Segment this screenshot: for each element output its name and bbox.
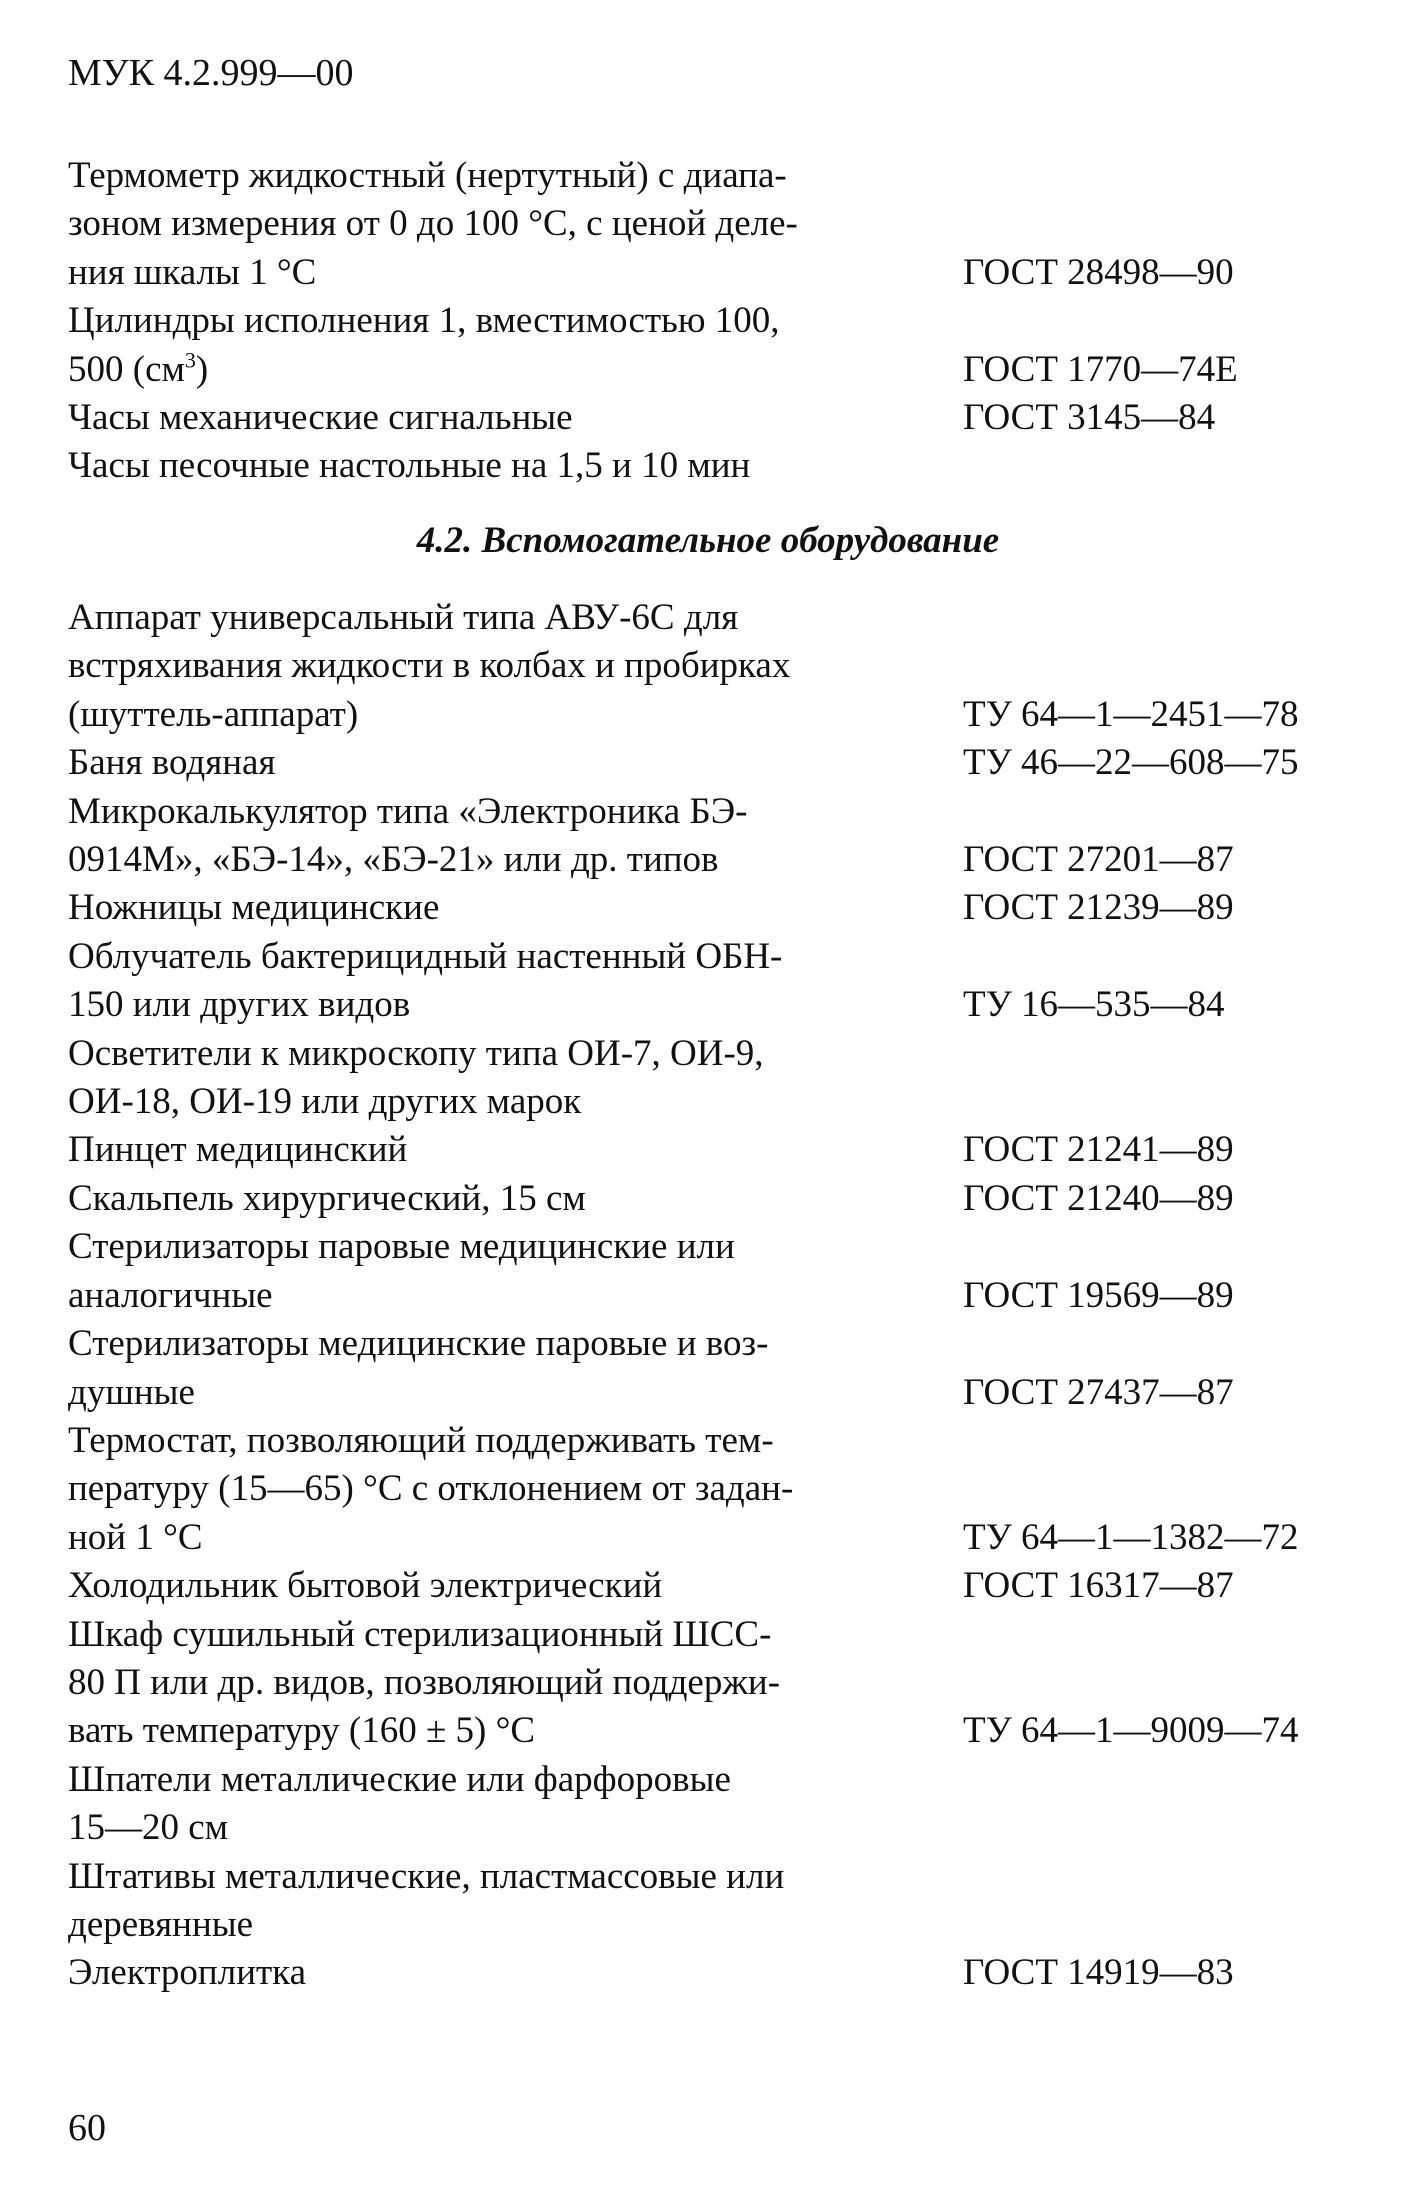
equipment-entry <box>68 1853 1348 1950</box>
equipment-name-line: зоном измерения от 0 до 100 °С, с ценой деле- <box>68 203 798 245</box>
volume-text: 500 (см <box>68 348 185 390</box>
equipment-name-line <box>68 346 963 394</box>
equipment-name <box>68 1417 963 1562</box>
equipment-name-line: Облучатель бактерицидный настенный ОБН- <box>68 935 783 977</box>
equipment-name <box>68 1223 963 1320</box>
equipment-name <box>68 1756 963 1853</box>
equipment-name-line: Ножницы медицинские <box>68 887 440 929</box>
equipment-name <box>68 442 963 490</box>
equipment-name <box>68 739 963 787</box>
equipment-name-line: Штативы металлические, пластмассовые или <box>68 1855 785 1897</box>
equipment-name-line: ной 1 °С <box>68 1516 203 1558</box>
equipment-name <box>68 1030 963 1127</box>
equipment-entry <box>68 933 1348 1030</box>
equipment-name-line: 0914М», «БЭ-14», «БЭ-21» или др. типов <box>68 839 719 881</box>
equipment-name-line: Шкаф сушильный стерилизационный ШСС- <box>68 1613 772 1655</box>
equipment-entry-hourglass <box>68 442 1348 490</box>
equipment-name-line: Баня водяная <box>68 742 276 784</box>
equipment-name-line: Пинцет медицинский <box>68 1129 408 1171</box>
standard-reference: ГОСТ 27201—87 <box>963 839 1234 881</box>
equipment-name <box>68 1126 963 1174</box>
equipment-name <box>68 1320 963 1417</box>
equipment-entry <box>68 1175 1348 1223</box>
equipment-name-line: Холодильник бытовой электрический <box>68 1565 663 1607</box>
page-number: 60 <box>68 2107 106 2149</box>
standard-reference: ГОСТ 3145—84 <box>963 397 1216 439</box>
equipment-entry <box>68 1223 1348 1320</box>
equipment-name-line: Электроплитка <box>68 1952 307 1994</box>
standard-reference: ТУ 64—1—2451—78 <box>963 693 1299 735</box>
equipment-name-line: Стерилизаторы паровые медицинские или <box>68 1226 735 1268</box>
equipment-name-line: встряхивания жидкости в колбах и пробирках <box>68 645 791 687</box>
volume-text-close: ) <box>195 348 209 390</box>
equipment-name-line: ОИ-18, ОИ-19 или других марок <box>68 1081 582 1123</box>
equipment-entry <box>68 1030 1348 1127</box>
volume-superscript: 3 <box>184 347 196 373</box>
standard-reference: ГОСТ 16317—87 <box>963 1565 1234 1607</box>
standard-reference: ГОСТ 21240—89 <box>963 1177 1234 1219</box>
standard-reference: ТУ 16—535—84 <box>963 984 1225 1026</box>
equipment-list-auxiliary <box>68 594 1348 1998</box>
equipment-entry <box>68 1562 1348 1610</box>
equipment-entry-cylinders <box>68 297 1348 394</box>
standard-reference: ГОСТ 21241—89 <box>963 1129 1234 1171</box>
equipment-name-line: Часы механические сигнальные <box>68 397 573 439</box>
equipment-entry-thermometer <box>68 152 1348 297</box>
equipment-name-line: (шуттель-аппарат) <box>68 693 359 735</box>
equipment-name <box>68 1562 963 1610</box>
equipment-name-line: Термостат, позволяющий поддерживать тем- <box>68 1419 774 1461</box>
equipment-list-measuring <box>68 152 1348 491</box>
equipment-name-line: ния шкалы 1 °С <box>68 251 317 293</box>
standard-reference: ГОСТ 1770—74Е <box>963 348 1238 390</box>
equipment-name <box>68 933 963 1030</box>
equipment-name <box>68 152 963 297</box>
equipment-name-line: Микрокалькулятор типа «Электроника БЭ- <box>68 790 748 832</box>
standard-reference: ТУ 64—1—9009—74 <box>963 1710 1299 1752</box>
equipment-entry <box>68 1320 1348 1417</box>
equipment-name <box>68 788 963 885</box>
equipment-name <box>68 1853 963 1950</box>
section-heading: 4.2. Вспомогательное оборудование <box>416 520 1000 561</box>
standard-reference: ТУ 46—22—608—75 <box>963 742 1299 784</box>
equipment-entry <box>68 739 1348 787</box>
equipment-name-line: Аппарат универсальный типа АВУ-6С для <box>68 597 739 638</box>
standard-reference: ГОСТ 27437—87 <box>963 1371 1234 1413</box>
equipment-entry-signal-clock <box>68 394 1348 442</box>
equipment-name-line: 15—20 см <box>68 1807 229 1849</box>
equipment-name <box>68 1175 963 1223</box>
equipment-name-line: вать температуру (160 ± 5) °С <box>68 1710 536 1752</box>
equipment-name <box>68 297 963 394</box>
equipment-entry <box>68 1611 1348 1756</box>
equipment-name-line: душные <box>68 1371 195 1413</box>
standard-reference: ГОСТ 14919—83 <box>963 1952 1234 1994</box>
equipment-name-line: 150 или других видов <box>68 984 411 1026</box>
equipment-name <box>68 1611 963 1756</box>
equipment-name-line: Цилиндры исполнения 1, вместимостью 100, <box>68 300 780 342</box>
equipment-name <box>68 394 963 442</box>
equipment-entry <box>68 1949 1348 1997</box>
equipment-entry <box>68 788 1348 885</box>
equipment-entry <box>68 884 1348 932</box>
equipment-name-line: Термометр жидкостный (нертутный) с диапа- <box>68 155 787 196</box>
equipment-name <box>68 884 963 932</box>
equipment-name-line: 80 П или др. видов, позволяющий поддержи- <box>68 1661 781 1703</box>
equipment-name-line: Стерилизаторы медицинские паровые и воз- <box>68 1323 769 1365</box>
equipment-name-line: Шпатели металлические или фарфоровые <box>68 1758 731 1800</box>
equipment-name-line: деревянные <box>68 1903 254 1945</box>
equipment-name-line: Часы песочные настольные на 1,5 и 10 мин <box>68 445 751 487</box>
document-code-header: МУК 4.2.999—00 <box>68 52 354 94</box>
standard-reference: ГОСТ 28498—90 <box>963 251 1234 293</box>
equipment-name-line: Осветители к микроскопу типа ОИ-7, ОИ-9, <box>68 1032 764 1074</box>
standard-reference: ГОСТ 19569—89 <box>963 1274 1234 1316</box>
equipment-name-line: Скальпель хирургический, 15 см <box>68 1177 586 1219</box>
equipment-name-line: пературу (15—65) °С с отклонением от задан- <box>68 1468 794 1510</box>
equipment-entry <box>68 1756 1348 1853</box>
equipment-entry <box>68 1126 1348 1174</box>
equipment-entry <box>68 1417 1348 1562</box>
equipment-name-line: аналогичные <box>68 1274 273 1316</box>
equipment-name <box>68 594 963 739</box>
standard-reference: ТУ 64—1—1382—72 <box>963 1516 1299 1558</box>
standard-reference: ГОСТ 21239—89 <box>963 887 1234 929</box>
equipment-name <box>68 1949 963 1997</box>
equipment-entry <box>68 594 1348 739</box>
